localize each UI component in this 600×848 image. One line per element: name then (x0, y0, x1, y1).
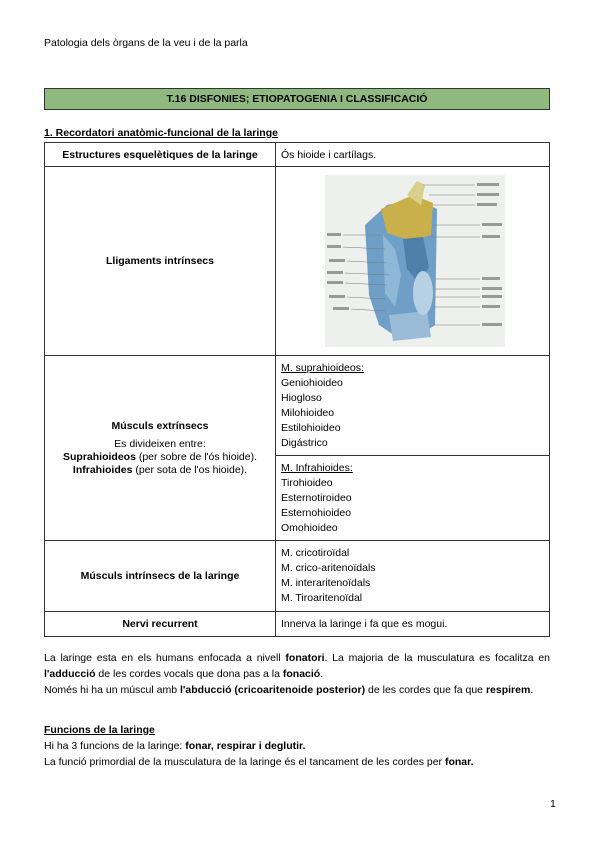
infrahyoid-list-cell (276, 456, 550, 541)
table-row (45, 612, 550, 637)
list-item: M. cricotiroïdal (281, 547, 350, 559)
row-label-extrinsic (45, 356, 276, 541)
table-row (45, 143, 550, 167)
functions-line (44, 738, 550, 754)
suprahyoid-heading: M. suprahioideos: (281, 361, 364, 374)
extrinsic-note-intro: Es divideixen entre: (114, 437, 206, 450)
list-item: Milohioideo (281, 406, 335, 419)
section-heading: 1. Recordatori anatòmic-funcional de la laringe (44, 127, 278, 139)
infra-term: Infrahioides (72, 463, 133, 476)
larynx-anatomy-figure (325, 175, 505, 347)
para-text: Hi ha 3 funcions de la laringe: (44, 740, 186, 752)
running-header: Patologia dels òrgans de la veu i de la parla (44, 37, 248, 49)
para-text: de les cordes que fa que (365, 684, 486, 696)
infrahyoid-heading: M. Infrahioides: (281, 461, 353, 474)
list-item: M. interaritenoïdals (281, 577, 371, 589)
page-number: 1 (550, 798, 556, 810)
row-value-nerve: Innerva la laringe i fa que es mogui. (276, 612, 550, 637)
infra-desc: (per sota de l'os hioide). (132, 463, 248, 476)
supra-note (45, 451, 275, 464)
list-item: Estilohioideo (281, 421, 341, 434)
extrinsic-title: Músculs extrínsecs (111, 419, 209, 432)
para-bold: fonatori (285, 652, 325, 664)
list-item: Tirohioideo (281, 476, 333, 489)
para-bold: fonar, respirar i deglutir. (185, 740, 306, 752)
intro-paragraph (44, 650, 550, 698)
list-item: M. Tiroaritenoïdal (281, 592, 363, 604)
table-row (45, 541, 550, 612)
para-text: La laringe esta en els humans enfocada a nivell (44, 652, 286, 664)
anatomy-table (44, 142, 550, 637)
para-text: . (320, 668, 324, 680)
para-text: . La majoria de la musculatura es focalitza en (324, 652, 550, 664)
para-bold: fonació (282, 668, 321, 680)
list-item: Geniohioideo (281, 376, 343, 389)
functions-heading: Funcions de la laringe (44, 724, 155, 736)
row-value-skeletal: Ós hioide i cartílags. (276, 143, 550, 167)
para-bold: l'adducció (44, 668, 96, 680)
larynx-figure-cell (276, 167, 550, 356)
para-bold: fonar. (444, 756, 474, 768)
suprahyoid-list-cell (276, 356, 550, 456)
list-item: M. crico-aritenoïdals (281, 562, 376, 574)
list-item: Digástrico (281, 436, 328, 449)
intrinsic-list-cell (276, 541, 550, 612)
topic-title: T.16 DISFONIES; ETIOPATOGENIA I CLASSIFICACIÓ (166, 93, 428, 105)
para-text: de les cordes vocals que dona pas a la (95, 668, 283, 680)
list-item: Hiogloso (281, 391, 322, 404)
para-bold: l'abducció (cricoaritenoide posterior) (179, 684, 366, 696)
topic-title-box (44, 88, 550, 110)
row-label-intrinsic: Músculs intrínsecs de la laringe (45, 541, 276, 612)
supra-term: Suprahioideos (62, 450, 136, 463)
infra-note (45, 464, 275, 477)
row-label-ligaments: Lligaments intrínsecs (45, 167, 276, 356)
table-row (45, 356, 550, 456)
para-text: . (530, 684, 534, 696)
para-bold: respirem (485, 684, 531, 696)
supra-desc: (per sobre de l'ós hioide). (135, 450, 257, 463)
para-text: La funció primordial de la musculatura de la laringe és el tancament de les cordes per (44, 756, 445, 768)
table-row (45, 167, 550, 356)
extrinsic-note (45, 438, 275, 477)
row-label-skeletal: Estructures esquelètiques de la laringe (45, 143, 276, 167)
list-item: Esternotiroideo (281, 491, 352, 504)
functions-section (44, 722, 550, 770)
row-label-nerve: Nervi recurrent (45, 612, 276, 637)
para-text: Només hi ha un múscul amb (44, 684, 180, 696)
list-item: Esternohioideo (281, 506, 352, 519)
functions-line (44, 754, 550, 770)
list-item: Omohioideo (281, 521, 338, 534)
